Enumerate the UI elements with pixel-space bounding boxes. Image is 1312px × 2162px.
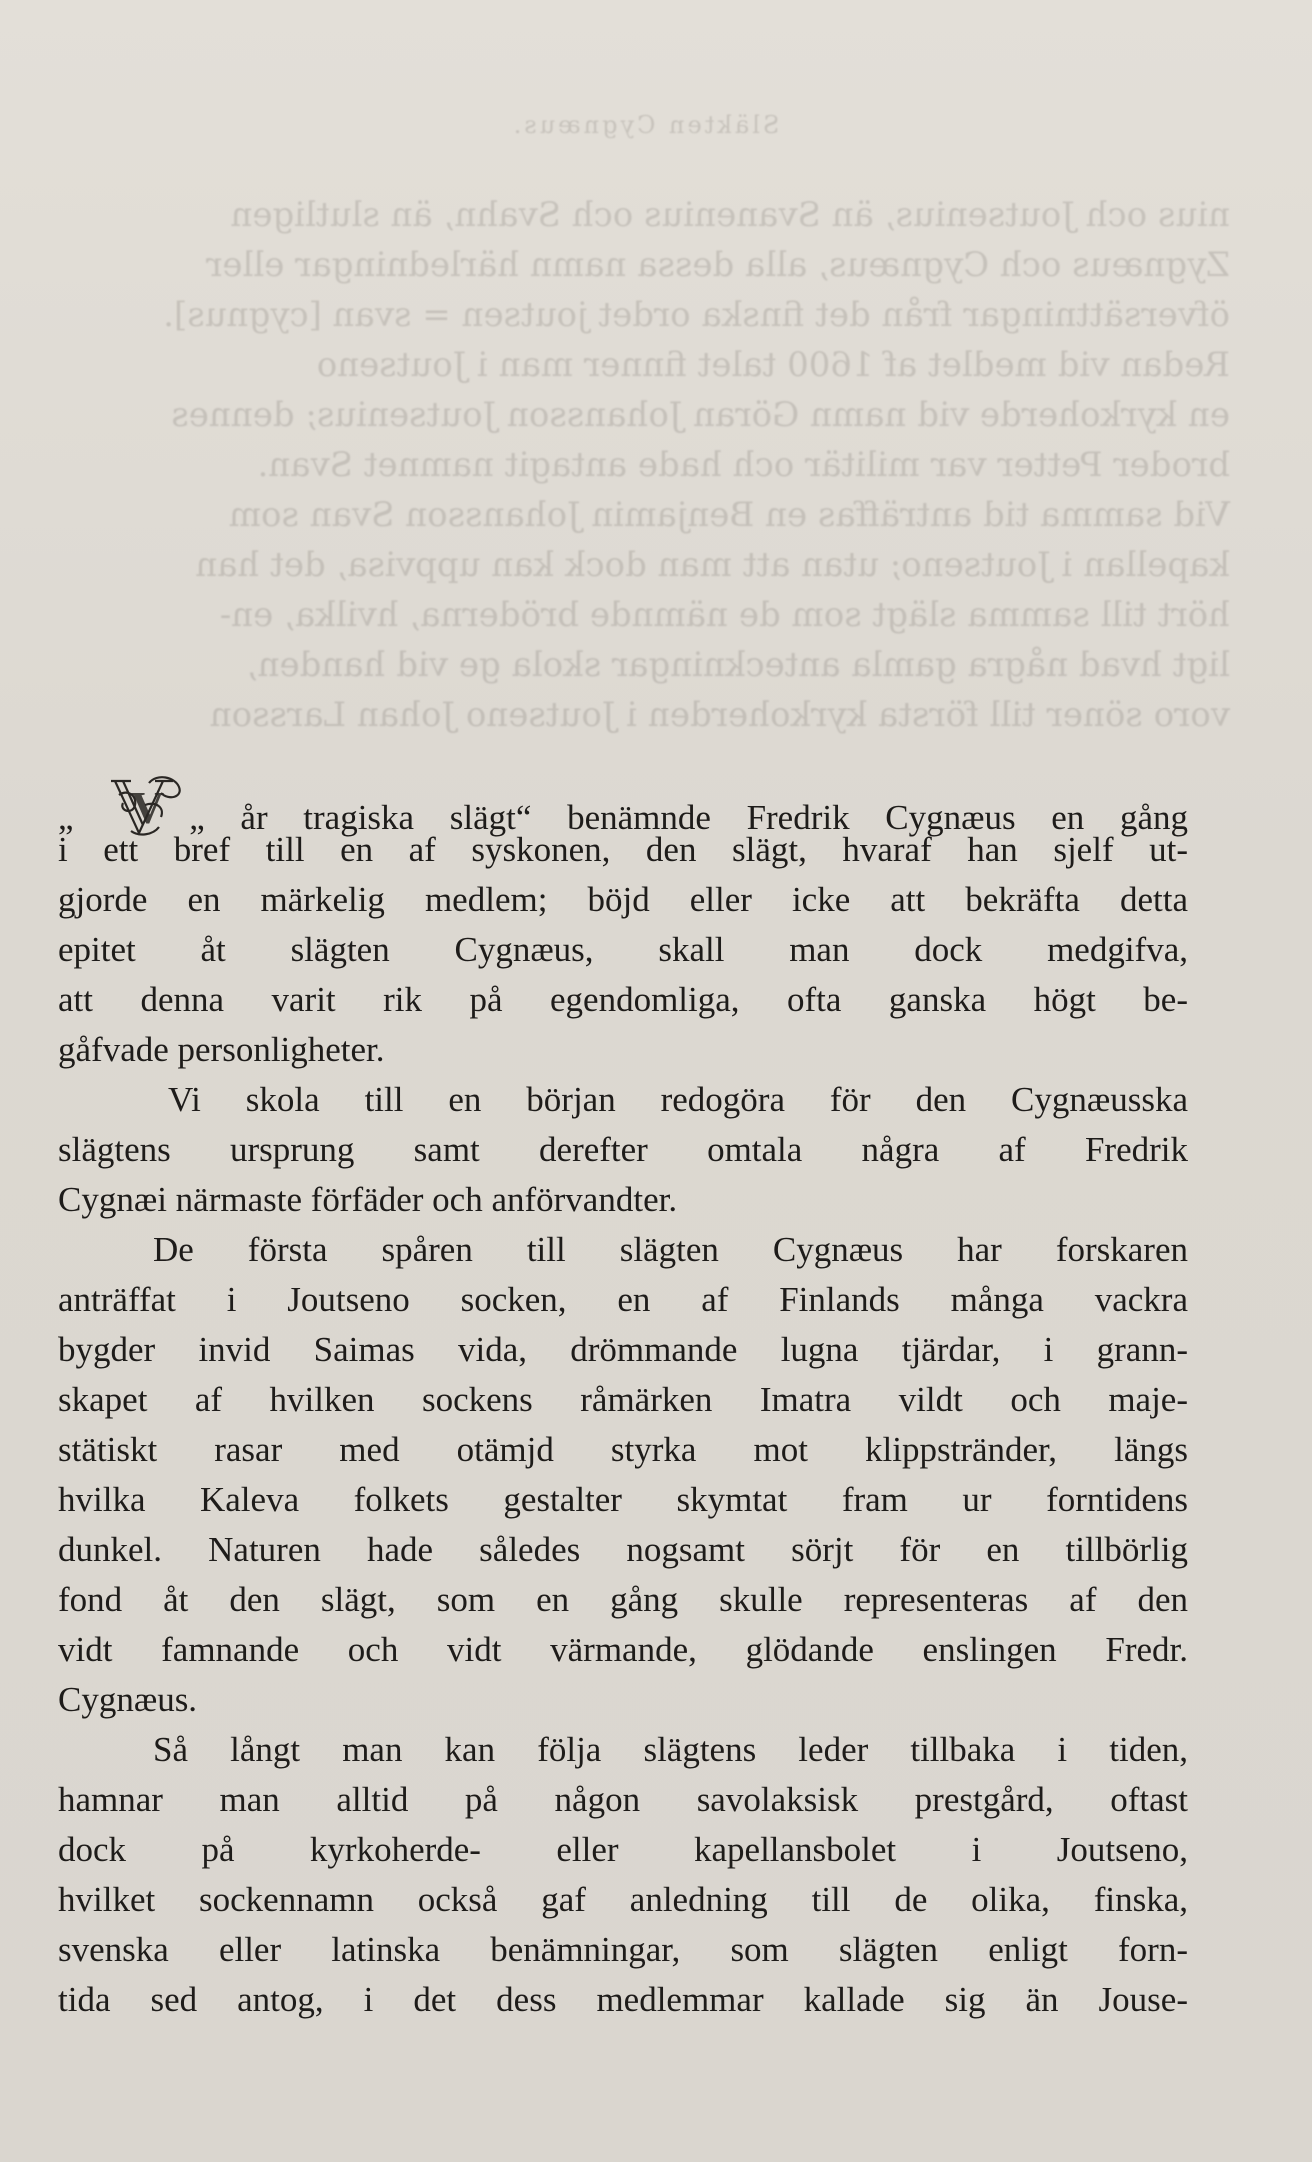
- text-line: hvilka Kaleva folkets gestalter skymtat fram ur forntidens: [58, 1480, 1188, 1519]
- bleed-through-line: voro söner till första kyrkoherden i Joutseno Johan Larsson: [209, 695, 1230, 735]
- text-line-1: [58, 775, 1188, 837]
- text-line: anträffat i Joutseno socken, en af Finlands många vackra: [58, 1280, 1188, 1319]
- text-line: hvilket sockennamn också gaf anledning till de olika, finska,: [58, 1880, 1188, 1919]
- text-line: dunkel. Naturen hade således nogsamt sörjt för en tillbörlig: [58, 1530, 1188, 1569]
- text-line-1-content: „ år tragiska slägt“ benämnde Fredrik Cygnæus en gång: [189, 798, 1188, 837]
- text-line: De första spåren till slägten Cygnæus har forskaren: [153, 1230, 1188, 1269]
- text-line: stätiskt rasar med otämjd styrka mot klippstränder, längs: [58, 1430, 1188, 1469]
- text-line: bygder invid Saimas vida, drömmande lugna tjärdar, i grann-: [58, 1330, 1188, 1369]
- bleed-through-line: broder Petter var militär och hade antagit namnet Svan.: [257, 445, 1230, 485]
- text-line: gåfvade personligheter.: [58, 1030, 385, 1069]
- text-line: hamnar man alltid på någon savolaksisk prestgård, oftast: [58, 1780, 1188, 1819]
- opening-quote: „: [58, 798, 110, 837]
- text-line: svenska eller latinska benämningar, som slägten enligt forn-: [58, 1930, 1188, 1969]
- bleed-through-line: ligt hvad några gamla anteckningar skola ge vid handen,: [246, 645, 1230, 685]
- text-line: skapet af hvilken sockens råmärken Imatra vildt och maje-: [58, 1380, 1188, 1419]
- bleed-through-header: Släkten Cygnæus.: [510, 111, 780, 139]
- body-text: [58, 775, 1188, 2025]
- text-line: Vi skola till en början redogöra för den Cygnæusska: [168, 1080, 1188, 1119]
- bleed-through-line: kapellan i Joutseno; utan att man dock kan uppvisa, det han: [195, 545, 1230, 585]
- bleed-through-line: Zygnæus och Cygnæus, alla dessa namn härledningar eller: [206, 245, 1230, 285]
- text-line: gjorde en märkelig medlem; böjd eller icke att bekräfta detta: [58, 880, 1188, 919]
- text-line: tida sed antog, i det dess medlemmar kallade sig än Jouse-: [58, 1980, 1188, 2019]
- text-line: Så långt man kan följa slägtens leder tillbaka i tiden,: [153, 1730, 1188, 1769]
- text-line: epitet åt slägten Cygnæus, skall man dock medgifva,: [58, 930, 1188, 969]
- text-line: i ett bref till en af syskonen, den slägt, hvaraf han sjelf ut-: [58, 830, 1188, 869]
- bleed-through-line: öfversättningar från det finska ordet joutsen = svan [cygnus].: [163, 295, 1230, 335]
- ornamental-initial-letter: V: [131, 782, 165, 833]
- bleed-through-line: en kyrkoherde vid namn Göran Johansson Joutsenius; dennes: [171, 395, 1230, 435]
- bleed-through-line: Redan vid medlet af 1600 talet finner man i Joutseno: [316, 345, 1230, 385]
- text-line: dock på kyrkoherde- eller kapellansbolet i Joutseno,: [58, 1830, 1188, 1869]
- bleed-through-line: nius och Joutsenius, än Svanenius och Svahn, än slutligen: [230, 195, 1230, 235]
- bleed-through-text: [60, 100, 1230, 740]
- text-line: vidt famnande och vidt värmande, glödande enslingen Fredr.: [58, 1630, 1188, 1669]
- text-line: slägtens ursprung samt derefter omtala några af Fredrik: [58, 1130, 1188, 1169]
- text-line: fond åt den slägt, som en gång skulle representeras af den: [58, 1580, 1188, 1619]
- text-line: Cygnæus.: [58, 1680, 198, 1719]
- bleed-through-line: hört till samma slägt som de nämnde bröderna, hvilka, en-: [219, 595, 1230, 635]
- text-line: Cygnæi närmaste förfäder och anförvandter.: [58, 1180, 678, 1219]
- bleed-through-line: Vid samma tid anträffas en Benjamin Johansson Svan som: [228, 495, 1230, 535]
- text-line: att denna varit rik på egendomliga, ofta ganska högt be-: [58, 980, 1188, 1019]
